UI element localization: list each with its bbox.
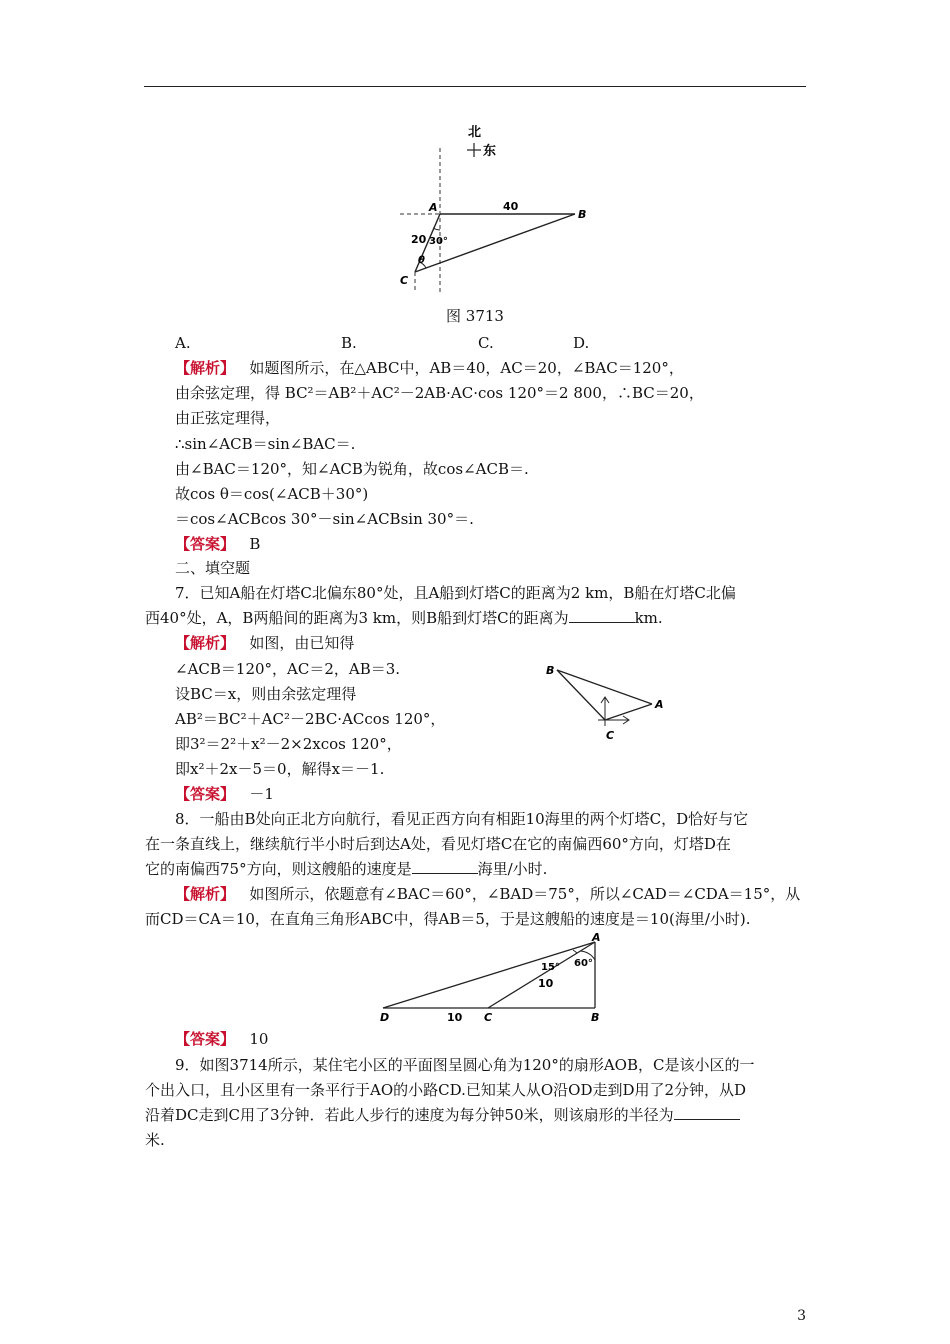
q7-line-2: 西40°处，A，B两船间的距离为3 km，则B船到灯塔C的距离为 km. bbox=[145, 609, 663, 627]
length-ca: 10 bbox=[538, 977, 554, 990]
q7-analysis-line-4: AB²＝BC²＋AC²－2BC·ACcos 120°， bbox=[175, 710, 446, 728]
figure-caption: 图 3713 bbox=[446, 307, 504, 325]
point-c: C bbox=[606, 729, 615, 742]
option-b: B. bbox=[341, 334, 357, 352]
q7-analysis-line-5: 即3²＝2²＋x²－2×2xcos 120°， bbox=[175, 735, 402, 753]
q7-analysis-line-6: 即x²＋2x－5＝0，解得x＝－1. bbox=[175, 760, 385, 778]
header-rule bbox=[144, 86, 806, 87]
length-ac: 20 bbox=[411, 233, 427, 246]
q9-line-4: 米. bbox=[145, 1131, 165, 1149]
q9-line-1: 9．如图3714所示，某住宅小区的平面图呈圆心角为120°的扇形AOB，C是该小区的一 bbox=[175, 1056, 755, 1074]
answer-options bbox=[0, 334, 950, 354]
analysis-tag: 【解析】 bbox=[175, 359, 236, 377]
section-heading: 二、填空题 bbox=[175, 559, 251, 577]
q8-line-2: 在一条直线上，继续航行半小时后到达A处，看见灯塔C在它的南偏西60°方向，灯塔D在 bbox=[145, 835, 731, 853]
q9-line-2: 个出入口，且小区里有一条平行于AO的小路CD.已知某人从O沿OD走到D用了2分钟，从D bbox=[145, 1081, 747, 1099]
q6-analysis-line-6: 故cos θ＝cos(∠ACB＋30°) bbox=[175, 485, 369, 503]
page-number: 3 bbox=[797, 1308, 806, 1324]
q8-analysis-line-2: 而CD＝CA＝10，在直角三角形ABC中，得AB＝5，于是这艘船的速度是＝10(海里/小时). bbox=[145, 910, 751, 928]
q7-analysis-line-3: 设BC＝x，则由余弦定理得 bbox=[175, 685, 357, 703]
q8-line-3: 它的南偏西75°方向，则这艘船的速度是 海里/小时. bbox=[145, 860, 548, 878]
point-b: B bbox=[591, 1011, 600, 1022]
q8-answer: 【答案】 10 bbox=[175, 1030, 269, 1048]
q8-line-1: 8．一船由B处向正北方向航行，看见正西方向有相距10海里的两个灯塔C，D恰好与它 bbox=[175, 810, 749, 828]
q8-analysis-line-1: 【解析】 如图所示，依题意有∠BAC＝60°，∠BAD＝75°，所以∠CAD＝∠CDA＝15°，从 bbox=[175, 885, 801, 903]
option-a: A. bbox=[175, 334, 191, 352]
length-dc: 10 bbox=[447, 1011, 463, 1022]
angle-15: 15° bbox=[541, 962, 560, 973]
q6-analysis-line-2: 由余弦定理，得 BC²＝AB²＋AC²－2AB·AC·cos 120°＝2 800，∴BC＝20， bbox=[175, 384, 704, 402]
point-a: A bbox=[592, 931, 601, 944]
label-east: 东 bbox=[483, 144, 497, 159]
q7-analysis-line-1: 【解析】 如图，由已知得 bbox=[175, 634, 355, 652]
angle-30: 30° bbox=[429, 236, 448, 247]
q7-answer: 【答案】 －1 bbox=[175, 785, 274, 803]
figure-3713 bbox=[395, 120, 605, 295]
q9-line-3: 沿着DC走到C用了3分钟．若此人步行的速度为每分钟50米，则该扇形的半径为 bbox=[145, 1105, 740, 1125]
q6-analysis-line-4: ∴sin∠ACB＝sin∠BAC＝. bbox=[175, 435, 356, 453]
point-d: D bbox=[380, 1011, 390, 1022]
point-a: A bbox=[655, 698, 664, 711]
q7-line-1: 7．已知A船在灯塔C北偏东80°处，且A船到灯塔C的距离为2 km，B船在灯塔C北偏 bbox=[175, 584, 736, 602]
q6-analysis-line-5: 由∠BAC＝120°，知∠ACB为锐角，故cos∠ACB＝. bbox=[175, 460, 529, 478]
q6-analysis-line-1: 【解析】 如题图所示，在△ABC中，AB＝40，AC＝20，∠BAC＝120°， bbox=[175, 359, 684, 377]
point-b: B bbox=[546, 664, 555, 677]
figure-q8 bbox=[375, 930, 615, 1022]
q6-analysis-line-3: 由正弦定理得， bbox=[175, 409, 281, 427]
figure-q7 bbox=[540, 660, 675, 750]
point-c: C bbox=[484, 1011, 493, 1022]
option-d: D. bbox=[573, 334, 590, 352]
answer-blank bbox=[412, 859, 478, 874]
length-ab: 40 bbox=[503, 200, 519, 213]
point-a: A bbox=[429, 201, 438, 214]
q7-analysis-line-2: ∠ACB＝120°，AC＝2，AB＝3. bbox=[175, 660, 401, 678]
option-c: C. bbox=[478, 334, 494, 352]
label-north: 北 bbox=[468, 125, 482, 140]
answer-blank bbox=[569, 608, 635, 623]
q6-analysis-line-7: ＝cos∠ACBcos 30°－sin∠ACBsin 30°＝. bbox=[175, 510, 474, 528]
q6-answer: 【答案】 B bbox=[175, 535, 261, 553]
point-c: C bbox=[400, 274, 409, 287]
angle-60: 60° bbox=[574, 958, 593, 969]
answer-blank bbox=[674, 1105, 740, 1120]
angle-theta: θ bbox=[418, 255, 425, 266]
point-b: B bbox=[578, 208, 587, 221]
